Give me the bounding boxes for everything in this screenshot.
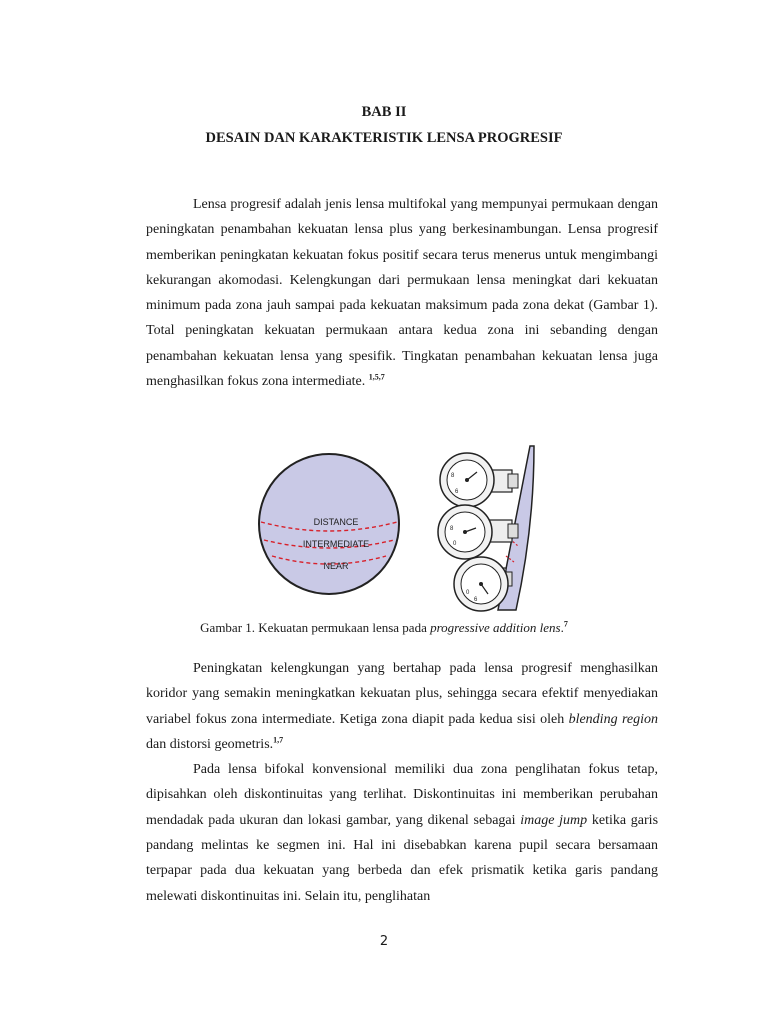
gauge-top <box>440 453 518 507</box>
zone-label-intermediate: INTERMEDIATE <box>302 539 370 549</box>
figure-caption <box>0 620 768 636</box>
paragraph-3-italic: image jump <box>520 812 588 828</box>
paragraph-2-text-b: dan distorsi geometris. <box>146 736 274 752</box>
paragraph-3 <box>146 757 658 909</box>
page-number: 2 <box>379 934 389 949</box>
citation-2: 1,7 <box>273 735 284 745</box>
caption-citation: 7 <box>563 619 568 629</box>
paragraph-2 <box>146 656 658 757</box>
paragraph-1-text: Lensa progresif adalah jenis lensa multifokal yang mempunyai permukaan dengan peningkatan penambahan kekuatan lensa plus yang berkesinambungan. Lensa progresif memberikan peningkatan kekuatan fokus positif secara terus menerus untuk mengimbangi kekurangan akomodasi. Kelengkungan dari permukaan lensa meningkat dari kekuatan minimum pada zona jauh sampai pada kekuatan maksimum pada zona dekat (Gambar 1). Total peningkatan kekuatan permukaan antara kedua zona ini sebanding dengan penambahan kekuatan lensa yang spesifik. Tingkatan penambahan kekuatan lensa juga menghasilkan fokus zona intermediate. <box>146 197 658 390</box>
svg-text:6: 6 <box>455 489 459 495</box>
svg-text:0: 0 <box>453 541 457 547</box>
chapter-label: BAB II <box>361 104 407 120</box>
lens-figure <box>252 444 552 612</box>
lens-diagram <box>252 444 552 612</box>
gauge-middle <box>438 505 518 559</box>
svg-text:8: 8 <box>451 473 455 479</box>
caption-italic: progressive addition lens <box>430 620 561 635</box>
caption-suffix: . <box>560 620 564 635</box>
paragraph-3-text-b: ketika garis pandang melintas ke segmen ini. Hal ini disebabkan karena pupil secara bersamaan terpapar pada dua kekuatan yang berbeda dan efek prismatik ketika garis pandang melewati diskontinuitas ini. Selain itu, penglihatan <box>146 812 659 904</box>
caption-prefix: Gambar 1. Kekuatan permukaan lensa pada <box>200 620 431 635</box>
paragraph-2-text-a: Peningkatan kelengkungan yang bertahap pada lensa progresif menghasilkan koridor yang semakin meningkatkan kekuatan plus, sehingga secara efektif menyediakan variabel fokus zona intermediate. Ketiga zona diapit pada kedua sisi oleh <box>146 661 658 727</box>
svg-text:6: 6 <box>474 597 478 603</box>
citation-1: 1,5,7 <box>368 372 385 382</box>
paragraph-3-text-a: Pada lensa bifokal konvensional memiliki dua zona penglihatan fokus tetap, dipisahkan oleh diskontinuitas yang terlihat. Diskontinuitas ini memberikan perubahan mendadak pada ukuran dan lokasi gambar, yang dikenal sebagai <box>146 762 658 828</box>
paragraph-2-3 <box>146 656 658 909</box>
chapter-title: DESAIN DAN KARAKTERISTIK LENSA PROGRESIF <box>205 130 563 146</box>
svg-text:8: 8 <box>450 526 454 532</box>
zone-label-near: NEAR <box>323 561 349 571</box>
paragraph-1 <box>146 192 658 394</box>
paragraph-2-italic: blending region <box>568 711 658 727</box>
svg-text:0: 0 <box>466 590 470 596</box>
zone-label-distance: DISTANCE <box>313 517 359 527</box>
